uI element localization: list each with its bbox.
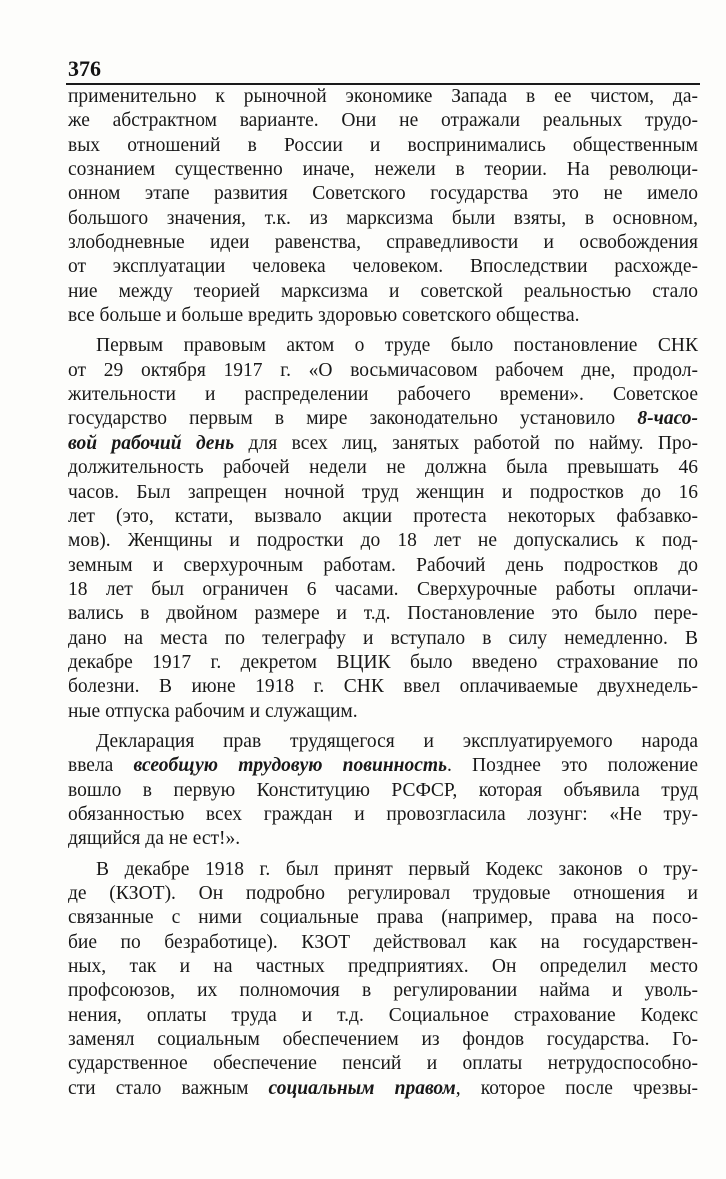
- text-line: [68, 979, 698, 1003]
- text-line: [68, 334, 698, 358]
- text-line: [68, 456, 698, 480]
- emphasized-term: 8-часо-: [637, 408, 698, 430]
- text-line: [68, 85, 698, 109]
- text-segment: де (КЗОТ). Он подробно регулировал трудовые отношения и: [68, 883, 698, 904]
- text-segment: обязанностью всех граждан и провозгласила лозунг: «Не тру-: [68, 803, 698, 825]
- emphasized-term: вой рабочий день: [68, 432, 235, 454]
- paragraph: [68, 334, 698, 724]
- emphasized-term: социальным правом: [268, 1077, 456, 1099]
- text-line: [68, 651, 698, 675]
- text-segment: вошло в первую Конституцию РСФСР, которая объявила труд: [68, 779, 698, 801]
- emphasized-term: всеобщую трудовую повинность: [133, 755, 447, 777]
- text-line: [68, 858, 698, 882]
- text-line: [68, 359, 698, 383]
- text-segment: сти стало важным: [68, 1077, 269, 1099]
- text-line: [68, 627, 698, 651]
- paragraph: [68, 858, 698, 1101]
- text-line: [68, 158, 698, 182]
- text-line: [68, 182, 698, 206]
- text-segment: болезни. В июне 1918 г. СНК ввел оплачиваемые двухнедель-: [68, 676, 698, 698]
- text-segment: часов. Был запрещен ночной труд женщин и подростков до 16: [68, 481, 698, 503]
- body-text: [68, 85, 698, 1101]
- text-line: [68, 1052, 698, 1076]
- text-segment: же абстрактном варианте. Они не отражали реальных трудо-: [68, 110, 698, 132]
- text-line: [68, 280, 698, 304]
- text-line: [68, 700, 698, 724]
- paragraph: [68, 85, 698, 328]
- paragraph: [68, 730, 698, 852]
- text-segment: применительно к рыночной экономике Запада в ее чистом, да-: [68, 86, 698, 107]
- text-segment: для всех лиц, занятых работой по найму. Про-: [234, 432, 698, 454]
- text-line: [68, 730, 698, 754]
- text-segment: вых отношений в России и воспринимались общественным: [68, 134, 698, 156]
- text-segment: лет (это, кстати, вызвало акции протеста некоторых фабзавко-: [68, 505, 698, 527]
- text-segment: профсоюзов, их полномочия в регулировании найма и уволь-: [68, 980, 698, 1002]
- text-segment: злободневные идеи равенства, справедливости и освобождения: [68, 232, 698, 254]
- text-segment: Декларация прав трудящегося и эксплуатируемого народа: [96, 730, 698, 752]
- text-line: [68, 1077, 698, 1101]
- text-segment: ввела: [68, 755, 134, 777]
- text-segment: онном этапе развития Советского государства это не имело: [68, 183, 698, 205]
- page-number: 376: [68, 56, 101, 81]
- text-line: [68, 675, 698, 699]
- text-segment: вались в двойном размере и т.д. Постановление это было пере-: [68, 603, 698, 625]
- text-segment: дано на места по телеграфу и вступало в силу немедленно. В: [68, 627, 698, 649]
- text-segment: сознанием существенно иначе, нежели в теории. На революци-: [68, 159, 698, 181]
- text-segment: мов). Женщины и подростки до 18 лет не допускались к под-: [68, 530, 698, 552]
- text-segment: дящийся да не ест!».: [68, 828, 241, 850]
- text-line: [68, 109, 698, 133]
- text-segment: жительности и распределении рабочего времени». Советское: [68, 384, 698, 406]
- text-line: [68, 383, 698, 407]
- text-line: [68, 779, 698, 803]
- text-segment: государство первым в мире законодательно установило: [68, 408, 638, 430]
- text-line: [68, 255, 698, 279]
- text-segment: , которое после чрезвы-: [455, 1077, 698, 1099]
- text-segment: . Позднее это положение: [446, 755, 698, 777]
- text-line: [68, 1028, 698, 1052]
- text-line: [68, 754, 698, 778]
- text-segment: от эксплуатации человека человеком. Впоследствии расхожде-: [68, 256, 698, 278]
- text-line: [68, 882, 698, 906]
- text-segment: заменял социальным обеспечением из фондов государства. Го-: [68, 1029, 698, 1051]
- text-line: [68, 505, 698, 529]
- text-segment: В декабре 1918 г. был принят первый Кодекс законов о тру-: [96, 858, 698, 880]
- text-segment: все больше и больше вредить здоровью советского общества.: [68, 305, 580, 327]
- text-line: [68, 481, 698, 505]
- text-line: [68, 803, 698, 827]
- text-segment: ние между теорией марксизма и советской реальностью стало: [68, 280, 698, 302]
- text-segment: 18 лет был ограничен 6 часами. Сверхурочные работы оплачи-: [68, 578, 698, 600]
- text-segment: ных, так и на частных предприятиях. Он определил место: [68, 956, 698, 978]
- text-line: [68, 602, 698, 626]
- text-segment: от 29 октября 1917 г. «О восьмичасовом рабочем дне, продол-: [68, 359, 698, 381]
- text-line: [68, 207, 698, 231]
- text-segment: сударственное обеспечение пенсий и оплаты нетрудоспособно-: [68, 1053, 698, 1075]
- text-segment: земным и сверхурочным работам. Рабочий день подростков до: [68, 554, 698, 576]
- text-line: [68, 1004, 698, 1028]
- text-line: [68, 529, 698, 553]
- text-segment: декабре 1917 г. декретом ВЦИК было введено страхование по: [68, 651, 698, 673]
- text-line: [68, 955, 698, 979]
- text-segment: должительность рабочей недели не должна была превышать 46: [68, 457, 698, 479]
- text-segment: ные отпуска рабочим и служащим.: [68, 700, 358, 722]
- text-line: [68, 827, 698, 851]
- text-segment: большого значения, т.к. из марксизма были взяты, в основном,: [68, 207, 698, 229]
- text-line: [68, 134, 698, 158]
- text-segment: Первым правовым актом о труде было постановление СНК: [96, 335, 698, 357]
- text-line: [68, 554, 698, 578]
- text-line: [68, 407, 698, 431]
- text-line: [68, 906, 698, 930]
- text-line: [68, 578, 698, 602]
- text-line: [68, 231, 698, 255]
- text-segment: бие по безработице). КЗОТ действовал как на государствен-: [68, 931, 698, 953]
- text-line: [68, 304, 698, 328]
- text-segment: нения, оплаты труда и т.д. Социальное страхование Кодекс: [68, 1004, 698, 1026]
- text-segment: связанные с ними социальные права (например, права на посо-: [68, 907, 698, 929]
- text-line: [68, 432, 698, 456]
- text-line: [68, 931, 698, 955]
